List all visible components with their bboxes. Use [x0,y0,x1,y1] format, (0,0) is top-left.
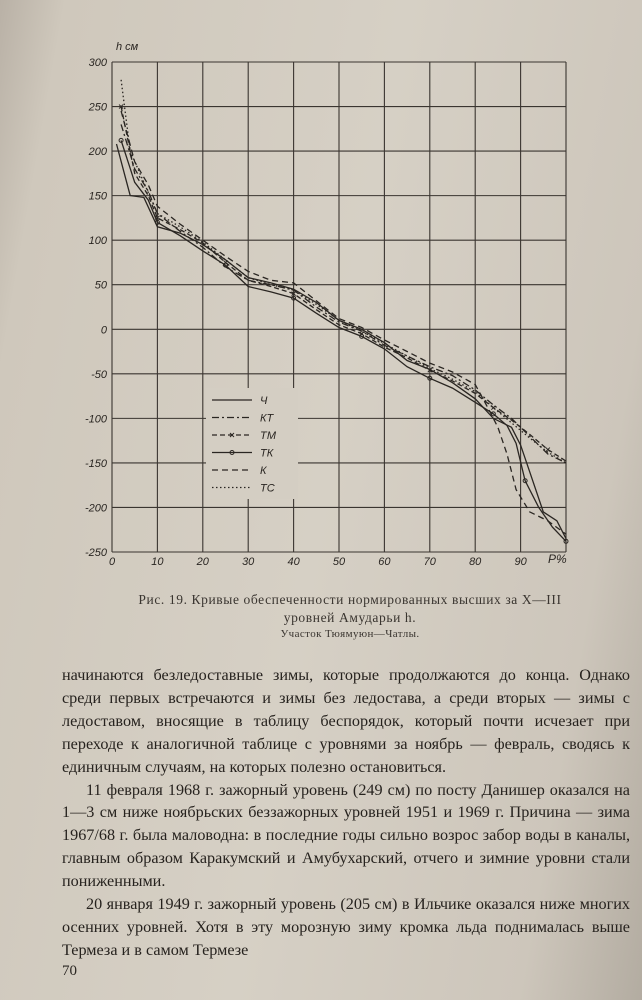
chart-ticks [85,57,528,568]
y-tick-label: -200 [84,502,107,515]
figure-caption: Рис. 19. Кривые обеспеченности нормированных высших за X—III [138,592,562,607]
paragraph: начинаются безледоставные зимы, которые продолжаются до конца. Однако среди первых встречаются и зимы без ледостава, а среди вторых — зимы с ледоставом, вносящие в таблицу беспорядок, который почти исчезает при переходе к аналогичной таблице с уровнями за ноябрь — февраль, сводясь к единичным случаям, на которых полезно остановиться. [62,666,630,776]
x-tick-label: 40 [287,556,300,568]
page-number: 70 [62,963,77,979]
chart-legend [206,388,298,499]
series-line-cross [121,107,566,462]
y-tick-label: 200 [88,146,107,159]
chart-series [117,80,569,544]
x-tick-label: 20 [196,556,209,568]
paragraph: 20 января 1949 г. зажорный уровень (205 см) в Ильчике оказался ниже многих осенних уровней. Хотя в эту морозную зиму кромка льда поднималась выше Термеза и в самом Термезе [62,895,630,959]
y-tick-label: -50 [91,368,107,381]
legend-label: ТС [260,482,275,495]
y-tick-label: -250 [84,547,107,559]
series-line-dotted [121,80,566,463]
y-tick-label: -150 [84,457,107,470]
legend-box [206,388,298,499]
y-tick-label: 50 [94,279,107,292]
paragraph: 11 февраля 1968 г. зажорный уровень (249 см) по посту Данишер оказался на 1—3 см ниже ноябрьских беззажорных уровней 1951 и 1969 г. Причина — зима 1967/68 г. была маловодна: в последние годы сильно возрос забор воды в каналы, главным образом Каракумский и Амубухарский, отчего и зимние уровни стали пониженными. [62,780,630,891]
series-line-solid [117,144,567,539]
y-tick-label: 150 [88,190,107,203]
x-tick-label: 90 [514,556,527,568]
y-tick-label: 100 [88,235,107,248]
body-text [62,664,630,962]
legend-label: КТ [260,412,274,425]
y-tick-label: 0 [100,324,107,337]
chart-grid [112,62,566,552]
x-tick-label: 80 [469,556,482,568]
legend-label: К [260,465,267,477]
x-tick-label: 0 [108,556,116,568]
figure-caption-line2: уровней Амударьи h. [283,610,417,625]
y-tick-label: 300 [88,57,107,69]
y-tick-label: -100 [84,413,107,426]
series-point [546,448,550,452]
figure-subcaption: Участок Тюямуюн—Чатлы. [280,628,420,640]
legend-label: Ч [260,395,268,407]
y-tick-label: 250 [88,101,107,114]
x-tick-label: 50 [332,556,346,568]
x-tick-label: 30 [242,556,255,568]
y-axis-label: h см [116,41,139,53]
series-line-circle [121,140,566,541]
x-tick-label: 60 [378,556,391,568]
x-tick-label: 70 [423,556,436,568]
x-tick-label: 10 [151,556,164,568]
legend-label: ТМ [260,430,277,442]
legend-label: ТК [260,447,274,460]
x-axis-label: P% [548,552,567,566]
